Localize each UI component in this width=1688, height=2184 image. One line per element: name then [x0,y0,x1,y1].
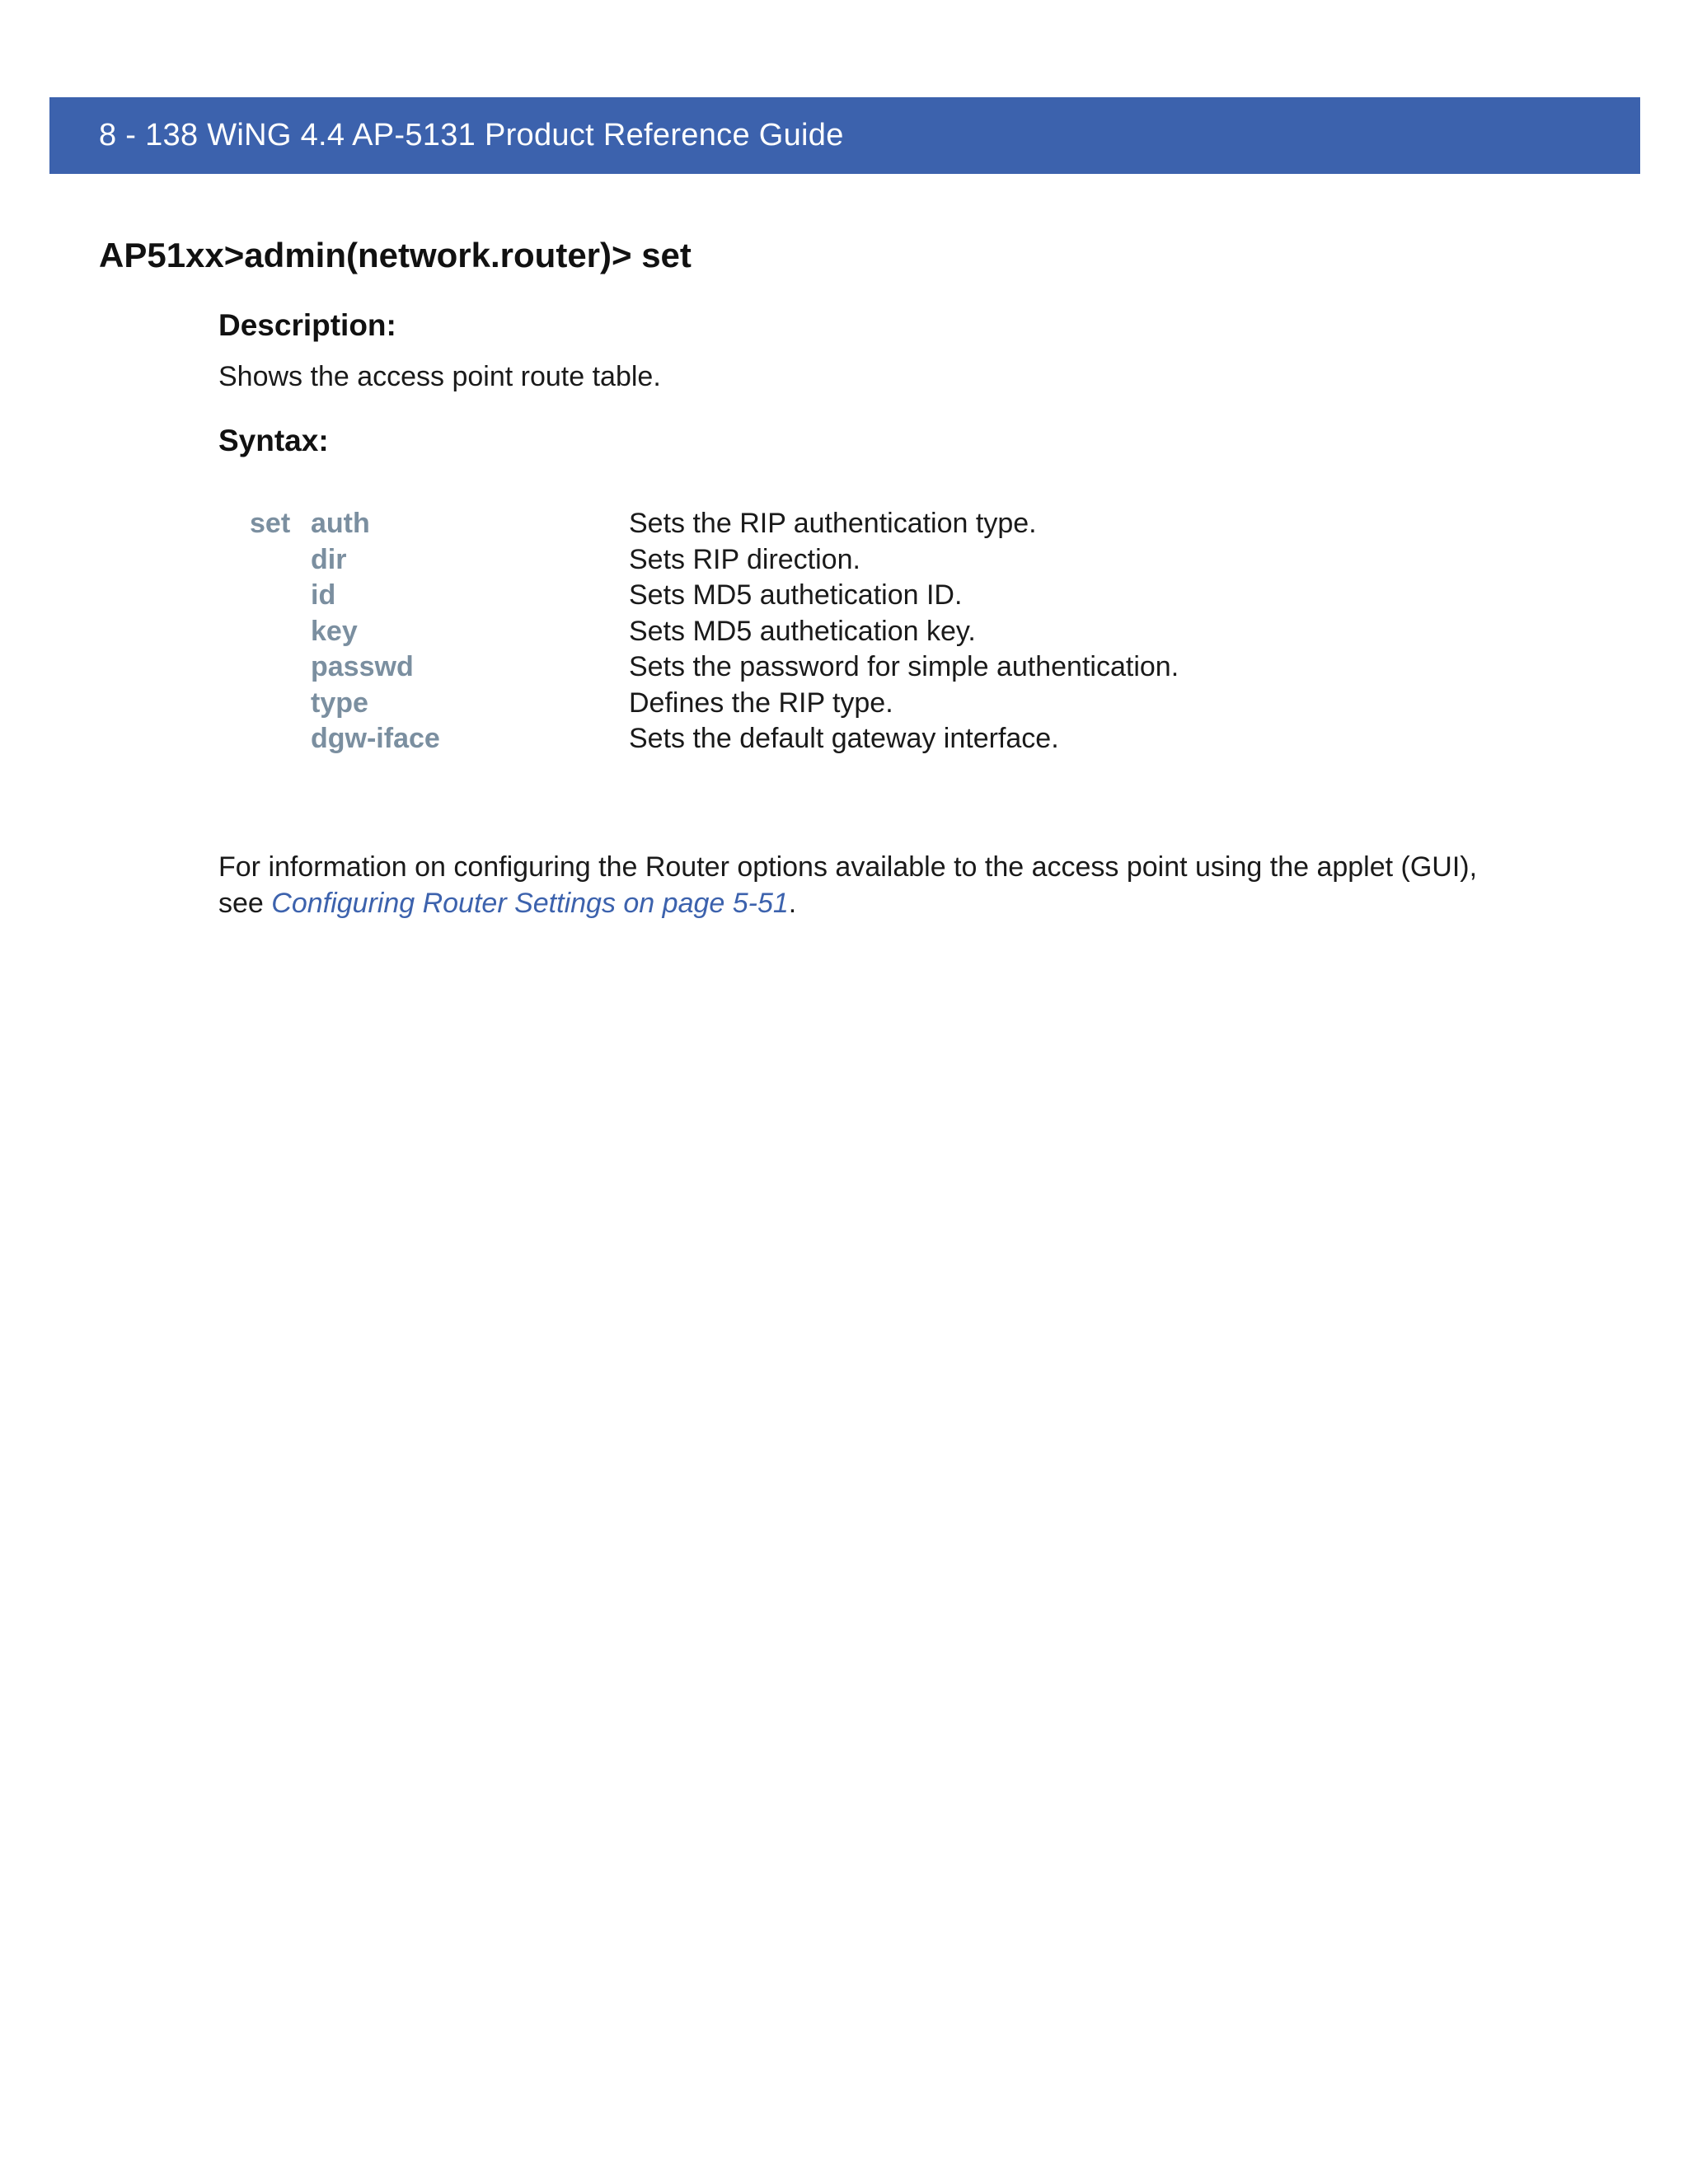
syntax-option-desc: Sets the RIP authentication type. [629,508,1037,539]
cross-reference-text: For information on configuring the Router options available to the access point using the applet (GUI), see [218,851,1478,919]
syntax-option-name: id [311,579,336,611]
syntax-option-desc: Sets the default gateway interface. [629,723,1059,754]
description-heading: Description: [218,308,396,342]
page-header-bar [49,97,1640,174]
cross-reference-paragraph [218,849,1521,921]
syntax-row [250,686,1179,722]
syntax-row [250,578,1179,614]
description-text: Shows the access point route table. [218,361,661,392]
syntax-option-desc: Sets MD5 authetication ID. [629,579,963,611]
page-header-text: 8 - 138 WiNG 4.4 AP-5131 Product Reference Guide [99,118,844,152]
syntax-option-desc: Defines the RIP type. [629,687,893,719]
syntax-table [250,506,1179,757]
syntax-row [250,721,1179,757]
cross-reference-link[interactable]: Configuring Router Settings on page 5-51 [271,888,789,919]
syntax-option-name: type [311,687,368,719]
command-title: AP51xx>admin(network.router)> set [99,236,692,274]
syntax-option-name: dir [311,543,347,575]
syntax-row [250,506,1179,542]
syntax-option-desc: Sets MD5 authetication key. [629,615,976,647]
syntax-command: set [250,508,291,539]
syntax-option-desc: Sets RIP direction. [629,543,860,575]
syntax-heading: Syntax: [218,424,329,457]
syntax-option-name: dgw-iface [311,723,440,754]
cross-reference-period: . [788,888,797,919]
syntax-option-desc: Sets the password for simple authentication. [629,651,1179,682]
syntax-option-name: key [311,615,358,647]
syntax-row [250,649,1179,686]
syntax-option-name: passwd [311,651,414,682]
syntax-row [250,542,1179,579]
syntax-row [250,614,1179,650]
syntax-option-name: auth [311,508,370,539]
